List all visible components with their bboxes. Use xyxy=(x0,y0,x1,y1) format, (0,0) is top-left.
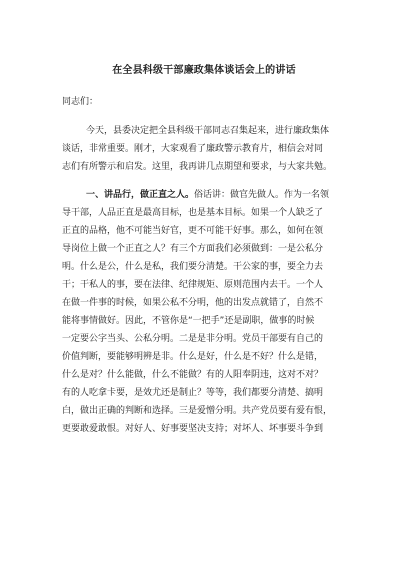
paragraph-line: 导岗位上做一个正直之人？有三个方面我们必须做到：一是公私分 xyxy=(62,244,324,254)
paragraph-line: 价值判断，要能够明辨是非。什么是好，什么是不好？什么是错， xyxy=(62,352,324,362)
paragraph-line: 能将事情做好。因此，不管你是“一把手”还是副职，做事的时候 xyxy=(62,316,315,326)
paragraph-line: 明。什么是公，什么是私，我们要分清楚。干公家的事，要全力去 xyxy=(62,262,324,272)
paragraph-line: 谈话，非常重要。刚才，大家观看了廉政警示教育片，相信会对同 xyxy=(62,144,324,154)
paragraph-line: 正直的品格，他不可能当好官，更不可能干好事。那么，如何在领 xyxy=(62,226,324,236)
paragraph-line: 有的人吃拿卡要，是效尤还是制止？等等，我们都要分清楚、搞明 xyxy=(62,388,324,398)
section-heading: 一、讲品行，做正直之人。 xyxy=(86,190,195,200)
section-heading-line xyxy=(86,189,386,201)
paragraph-line: 志们有所警示和启发。这里，我再讲几点期望和要求，与大家共勉。 xyxy=(62,162,333,172)
paragraph-line: 白，做出正确的判断和选择。三是爱憎分明。共产党员要有爱有恨， xyxy=(62,406,333,416)
paragraph-line: 今天，县委决定把全县科级干部同志召集起来，进行廉政集体 xyxy=(86,126,330,136)
paragraph-line: 一定要公字当头、公私分明。二是是非分明。党员干部要有自己的 xyxy=(62,334,324,344)
paragraph-line: 什么是对？什么能做，什么不能做？有的人阳奉阴违，这对不对？ xyxy=(62,370,324,380)
paragraph-line: 导干部，人品正直是最高目标，也是基本目标。如果一个人缺乏了 xyxy=(62,208,324,218)
paragraph-line: 干；干私人的事，要在法律、纪律规矩、原则范围内去干。一个人 xyxy=(62,280,324,290)
paragraph-line-inline: 俗话讲：做官先做人。作为一名领 xyxy=(194,190,330,200)
salutation: 同志们： xyxy=(62,97,99,107)
paragraph-line: 在做一件事的时候，如果公私不分明，他的出发点就错了，自然不 xyxy=(62,298,324,308)
paragraph-line: 更要敢爱敢恨。对好人、好事要坚决支持；对坏人、坏事要斗争到 xyxy=(62,424,324,434)
document-title: 在全县科级干部廉政集体谈话会上的讲话 xyxy=(112,65,296,76)
